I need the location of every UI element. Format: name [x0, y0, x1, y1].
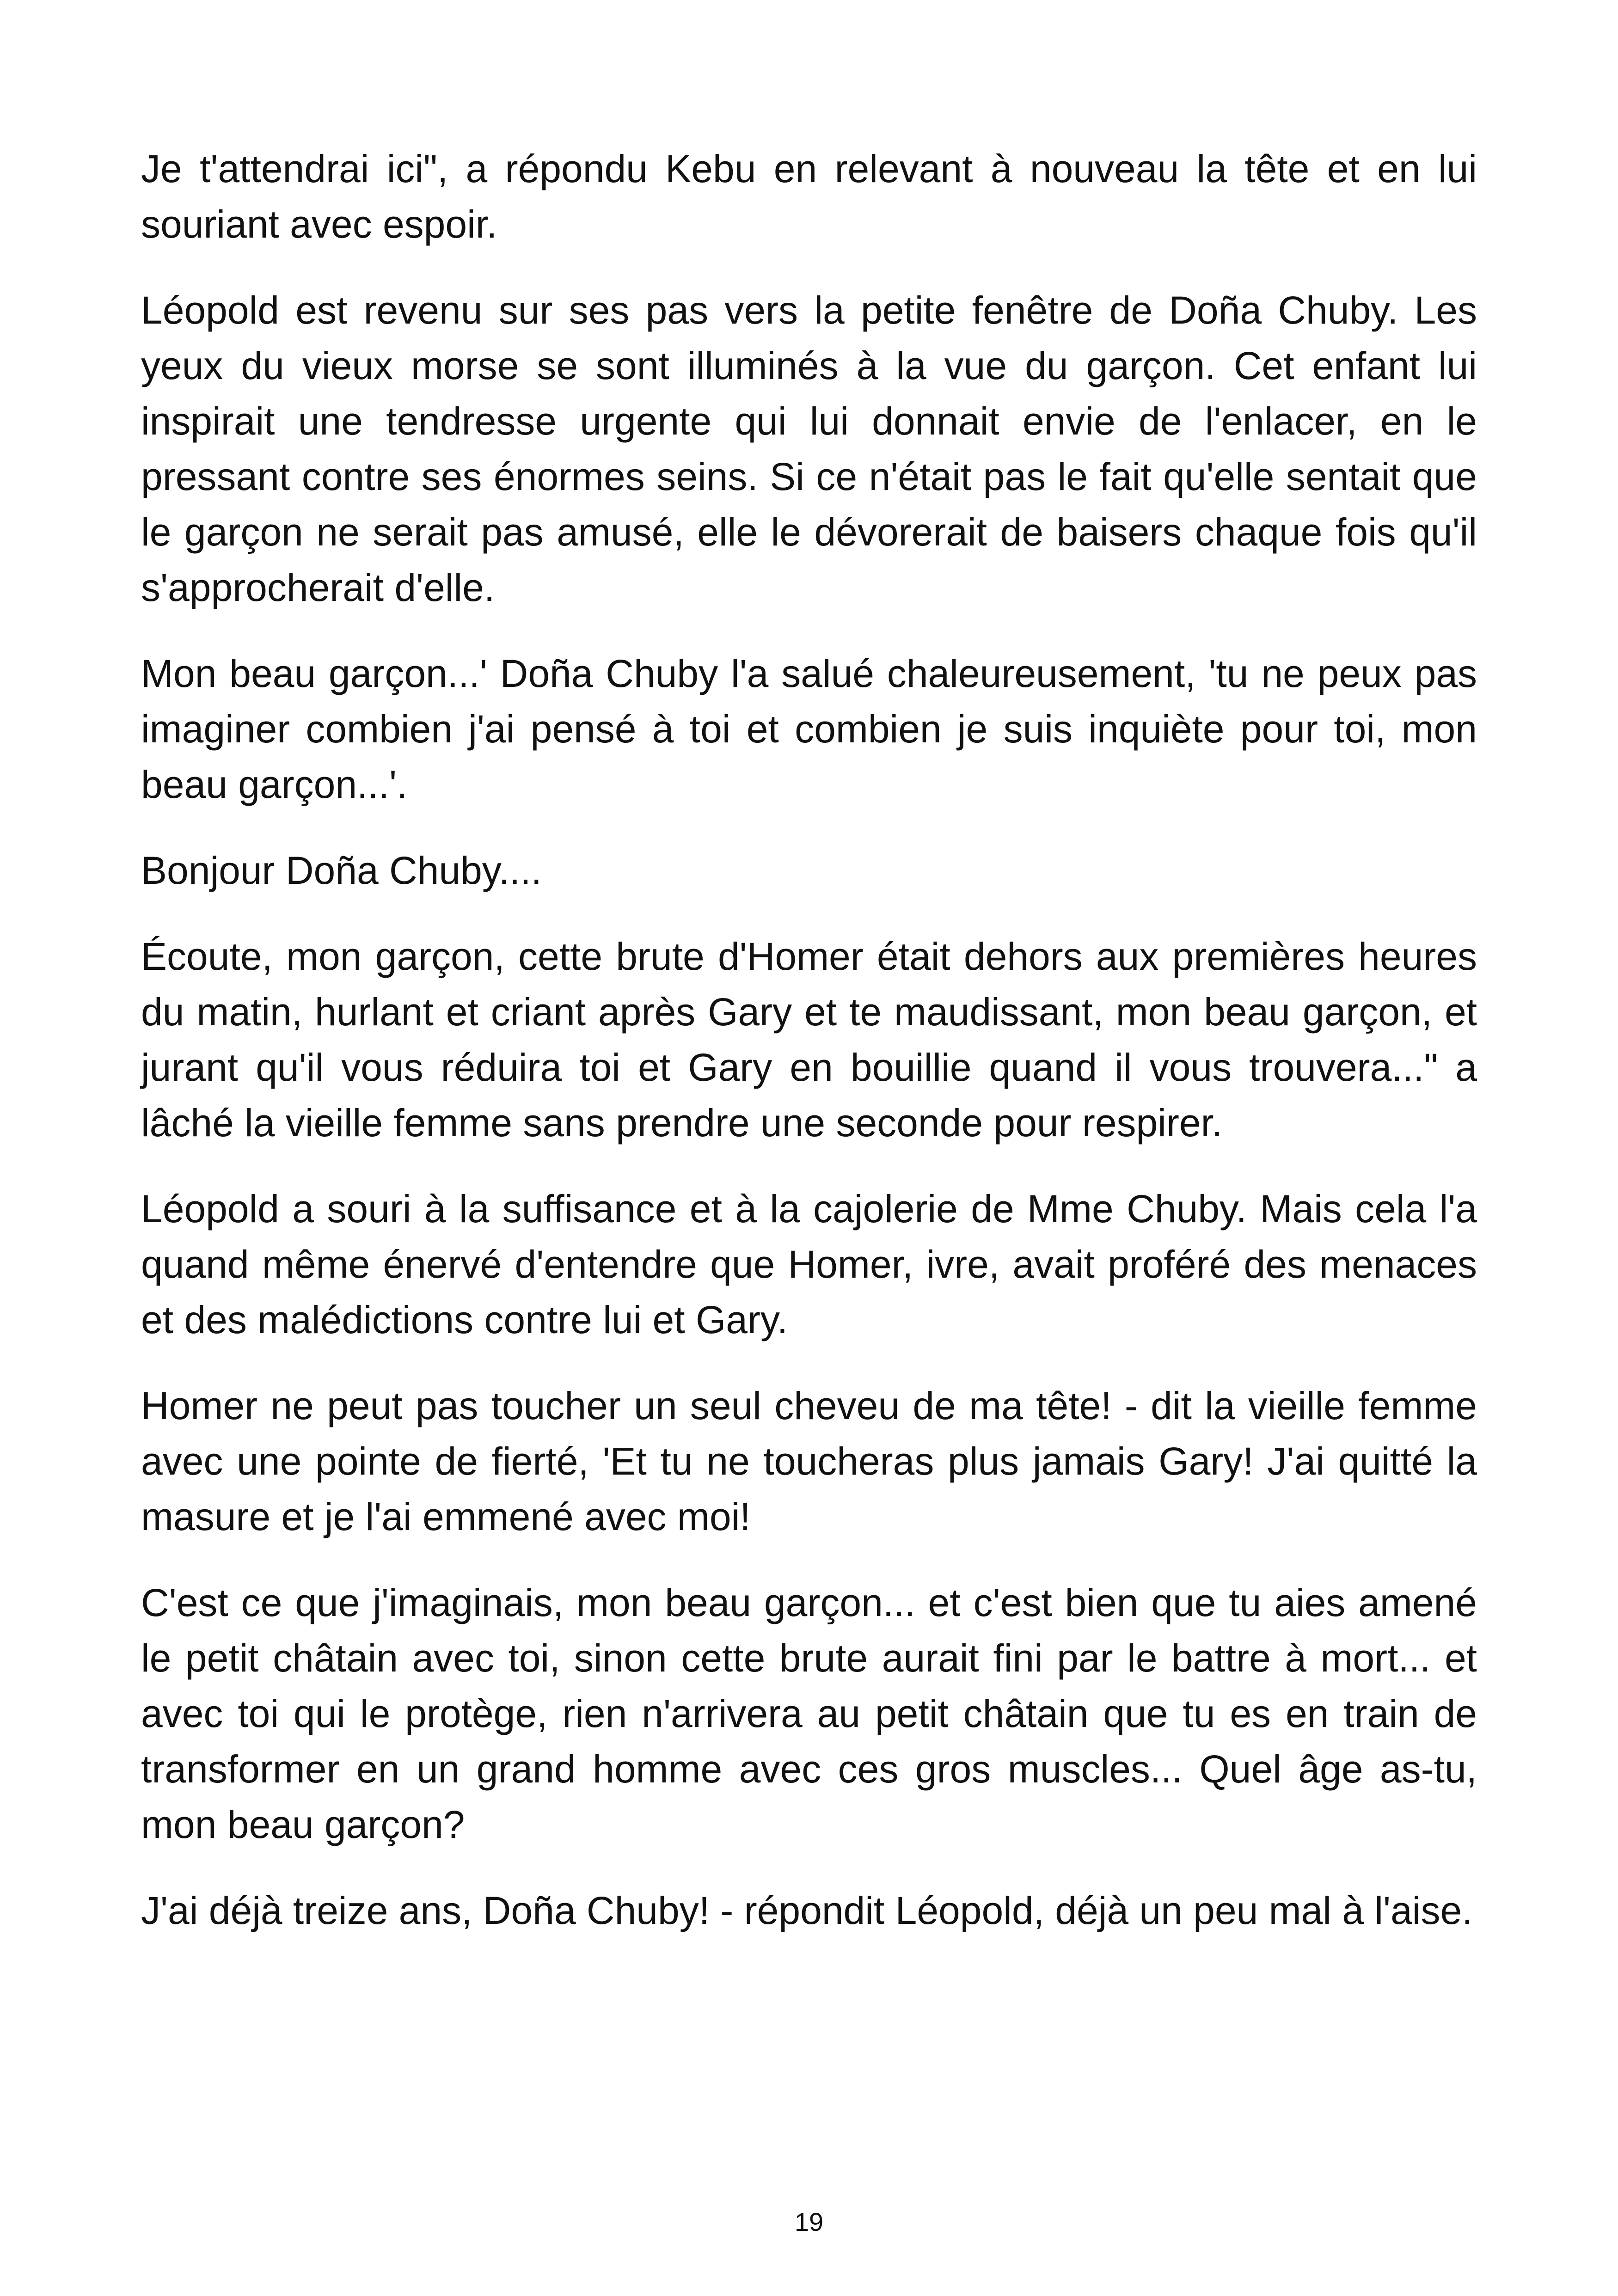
- paragraph: Mon beau garçon...' Doña Chuby l'a salué chaleureusement, 'tu ne peux pas imaginer combien j'ai pensé à toi et combien je suis inquiète pour toi, mon beau garçon...'.: [141, 652, 1477, 806]
- paragraph: J'ai déjà treize ans, Doña Chuby! - répondit Léopold, déjà un peu mal à l'aise.: [141, 1889, 1473, 1932]
- page-number: 19: [794, 2207, 824, 2236]
- paragraph: Léopold a souri à la suffisance et à la cajolerie de Mme Chuby. Mais cela l'a quand même énervé d'entendre que Homer, ivre, avait proféré des menaces et des malédictions contre lui et Gary.: [141, 1187, 1477, 1341]
- paragraph: C'est ce que j'imaginais, mon beau garçon... et c'est bien que tu aies amené le petit châtain avec toi, sinon cette brute aurait fini par le battre à mort... et avec toi qui le protège, rien n'arrivera au petit châtain que tu es en train de transformer en un grand homme avec ces gros muscles... Quel âge as-tu, mon beau garçon?: [141, 1581, 1477, 1846]
- paragraph: Je t'attendrai ici", a répondu Kebu en relevant à nouveau la tête et en lui souriant avec espoir.: [141, 147, 1477, 246]
- paragraph: Écoute, mon garçon, cette brute d'Homer était dehors aux premières heures du matin, hurlant et criant après Gary et te maudissant, mon beau garçon, et jurant qu'il vous réduira toi et Gary en bouillie quand il vous trouvera..." a lâché la vieille femme sans prendre une seconde pour respirer.: [141, 935, 1477, 1145]
- paragraph: Bonjour Doña Chuby....: [141, 849, 542, 892]
- paragraph: Léopold est revenu sur ses pas vers la petite fenêtre de Doña Chuby. Les yeux du vieux morse se sont illuminés à la vue du garçon. Cet enfant lui inspirait une tendresse urgente qui lui donnait envie de l'enlacer, en le pressant contre ses énormes seins. Si ce n'était pas le fait qu'elle sentait que le garçon ne serait pas amusé, elle le dévorerait de baisers chaque fois qu'il s'approcherait d'elle.: [141, 288, 1477, 609]
- body-text: [141, 141, 1477, 1969]
- paragraph: Homer ne peut pas toucher un seul cheveu de ma tête! - dit la vieille femme avec une pointe de fierté, 'Et tu ne toucheras plus jamais Gary! J'ai quitté la masure et je l'ai emmené avec moi!: [141, 1384, 1477, 1538]
